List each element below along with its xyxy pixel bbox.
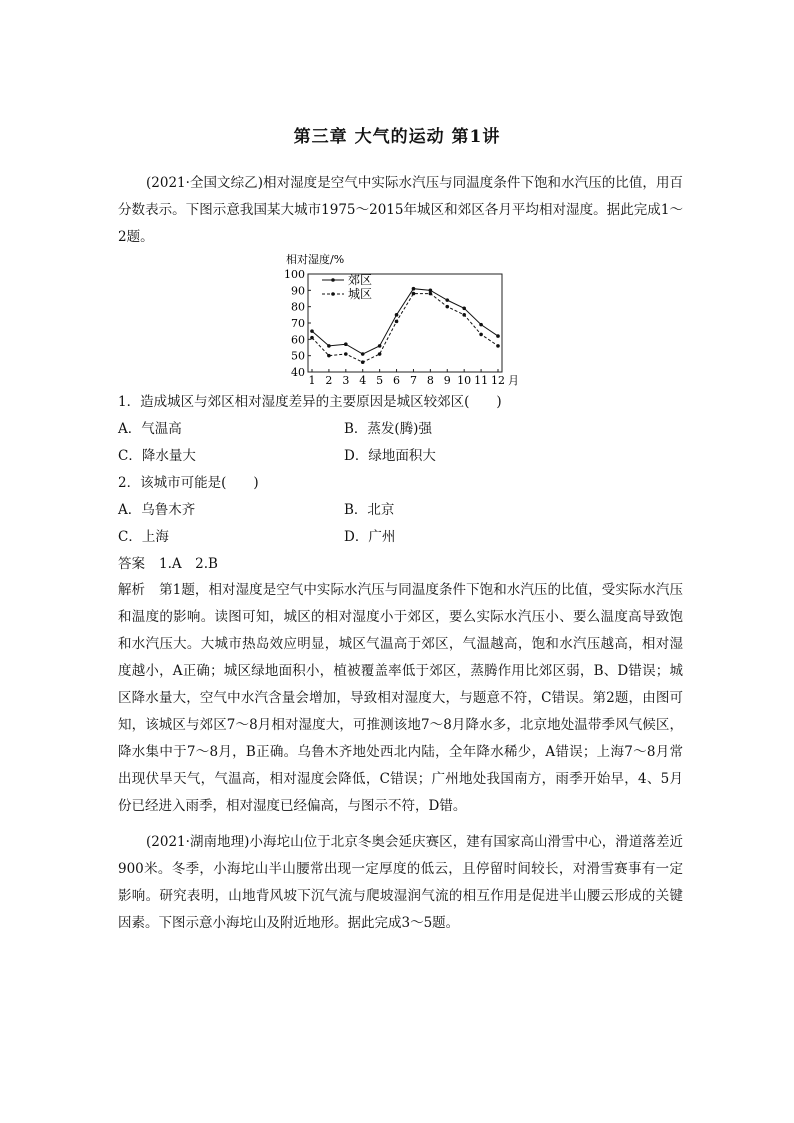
x-tick-label: 8 bbox=[426, 374, 434, 387]
data-point bbox=[429, 289, 433, 293]
data-point bbox=[412, 287, 416, 291]
x-tick-label: 11 bbox=[474, 374, 489, 387]
q2-option-c: C．上海 bbox=[118, 529, 169, 545]
y-tick-label: 40 bbox=[291, 366, 305, 379]
x-tick-label: 9 bbox=[443, 374, 451, 387]
analysis-text: 第1题，相对湿度是空气中实际水汽压与同温度条件下饱和水汽压的比值，受实际水汽压和温度的影响。读图可知，城区的相对湿度小于郊区，要么实际水汽压小、要么温度高导致饱和水汽压大。大城市热岛效应明显，城区气温高于郊区，气温越高，饱和水汽压越高，相对湿度越小，A正确；城区绿地面积小，植被覆盖率低于郊区，蒸腾作用比郊区弱，B、D错误；城区降水量大，空气中水汽含量会增加，导致相对湿度大，与题意不符，C错误。第2题，由图可知，该城区与郊区7～8月相对湿度大，可推测该地7～8月降水多，北京地处温带季风气候区，降水集中于7～8月，B正确。乌鲁木齐地处西北内陆，全年降水稀少，A错误；上海7～8月常出现伏旱天气，气温高，相对湿度会降低，C错误；广州地处我国南方，雨季开始早，4、5月份已经进入雨季，相对湿度已经偏高，与图示不符，D错。 bbox=[118, 582, 683, 814]
analysis-paragraph bbox=[118, 577, 683, 820]
answer-line bbox=[118, 552, 218, 572]
x-tick-label: 5 bbox=[376, 374, 384, 387]
x-tick-label: 2 bbox=[325, 374, 333, 387]
legend-label: 郊区 bbox=[348, 273, 373, 287]
q2-option-d: D．广州 bbox=[344, 529, 396, 545]
q1-stem: 1．造成城区与郊区相对湿度差异的主要原因是城区较郊区( ) bbox=[118, 394, 502, 410]
analysis-label: 解析 bbox=[118, 582, 146, 598]
data-point bbox=[378, 344, 382, 348]
x-tick-label: 10 bbox=[457, 374, 472, 387]
y-tick-label: 80 bbox=[291, 300, 305, 314]
data-point bbox=[412, 292, 416, 296]
data-point bbox=[479, 333, 483, 337]
x-tick-label: 6 bbox=[393, 374, 401, 387]
legend-label: 城区 bbox=[348, 287, 373, 301]
x-tick-label: 3 bbox=[342, 374, 350, 387]
q1-option-d: D．绿地面积大 bbox=[344, 448, 436, 464]
y-axis-label: 相对湿度/% bbox=[286, 253, 345, 266]
y-tick-label: 100 bbox=[284, 268, 305, 281]
data-point bbox=[429, 292, 433, 296]
data-point bbox=[327, 354, 331, 358]
data-point bbox=[445, 305, 449, 309]
intro-paragraph-2: (2021·湖南地理)小海坨山位于北京冬奥会延庆赛区，建有国家高山滑雪中心，滑道落差近900米。冬季，小海坨山半山腰常出现一定厚度的低云，且停留时间较长，对滑雪赛事有一定影响。研究表明，山地背风坡下沉气流与爬坡湿润气流的相互作用是促进半山腰云形成的关键因素。下图示意小海坨山及附近地形。据此完成3～5题。 bbox=[118, 834, 683, 931]
data-point bbox=[378, 352, 382, 356]
answer-label: 答案 bbox=[118, 556, 145, 572]
data-point bbox=[496, 344, 500, 348]
series-line-suburb bbox=[312, 289, 498, 354]
x-tick-label: 7 bbox=[409, 374, 417, 387]
data-point bbox=[361, 352, 365, 356]
y-tick-label: 60 bbox=[291, 333, 305, 347]
x-axis-unit: 月 bbox=[508, 374, 519, 387]
data-point bbox=[395, 320, 399, 324]
q1-option-c: C．降水量大 bbox=[118, 448, 196, 464]
data-point bbox=[496, 334, 500, 338]
data-point bbox=[479, 323, 483, 327]
data-point bbox=[462, 313, 466, 317]
data-point bbox=[310, 329, 314, 333]
data-point bbox=[327, 344, 331, 348]
legend-marker bbox=[331, 292, 335, 296]
data-point bbox=[344, 342, 348, 346]
chart-legend bbox=[322, 273, 372, 301]
x-tick-label: 1 bbox=[308, 374, 316, 387]
humidity-line-chart bbox=[276, 253, 519, 387]
data-point bbox=[310, 336, 314, 340]
x-tick-label: 4 bbox=[359, 374, 367, 387]
x-tick-label: 12 bbox=[491, 374, 505, 387]
y-tick-label: 90 bbox=[291, 284, 305, 298]
series-line-urban bbox=[312, 294, 498, 363]
intro-paragraph-1: (2021·全国文综乙)相对湿度是空气中实际水汽压与同温度条件下饱和水汽压的比值，用百分数表示。下图示意我国某大城市1975～2015年城区和郊区各月平均相对湿度。据此完成1～2题。 bbox=[118, 175, 683, 245]
plot-frame bbox=[308, 274, 502, 372]
y-tick-label: 50 bbox=[291, 349, 305, 363]
legend-marker bbox=[331, 278, 335, 282]
q2-option-b: B．北京 bbox=[344, 502, 395, 518]
data-point bbox=[395, 313, 399, 317]
page-title: 第三章 大气的运动 第1讲 bbox=[293, 127, 501, 147]
q1-option-b: B．蒸发(腾)强 bbox=[344, 421, 432, 437]
data-point bbox=[445, 298, 449, 302]
y-tick-label: 70 bbox=[291, 317, 305, 330]
q2-stem: 2．该城市可能是( ) bbox=[118, 475, 259, 491]
q2-option-a: A．乌鲁木齐 bbox=[118, 502, 196, 518]
data-point bbox=[361, 360, 365, 364]
q1-option-a: A．气温高 bbox=[118, 421, 182, 437]
answer-text: 1.A 2.B bbox=[159, 556, 218, 572]
data-point bbox=[462, 307, 466, 311]
data-point bbox=[344, 352, 348, 356]
